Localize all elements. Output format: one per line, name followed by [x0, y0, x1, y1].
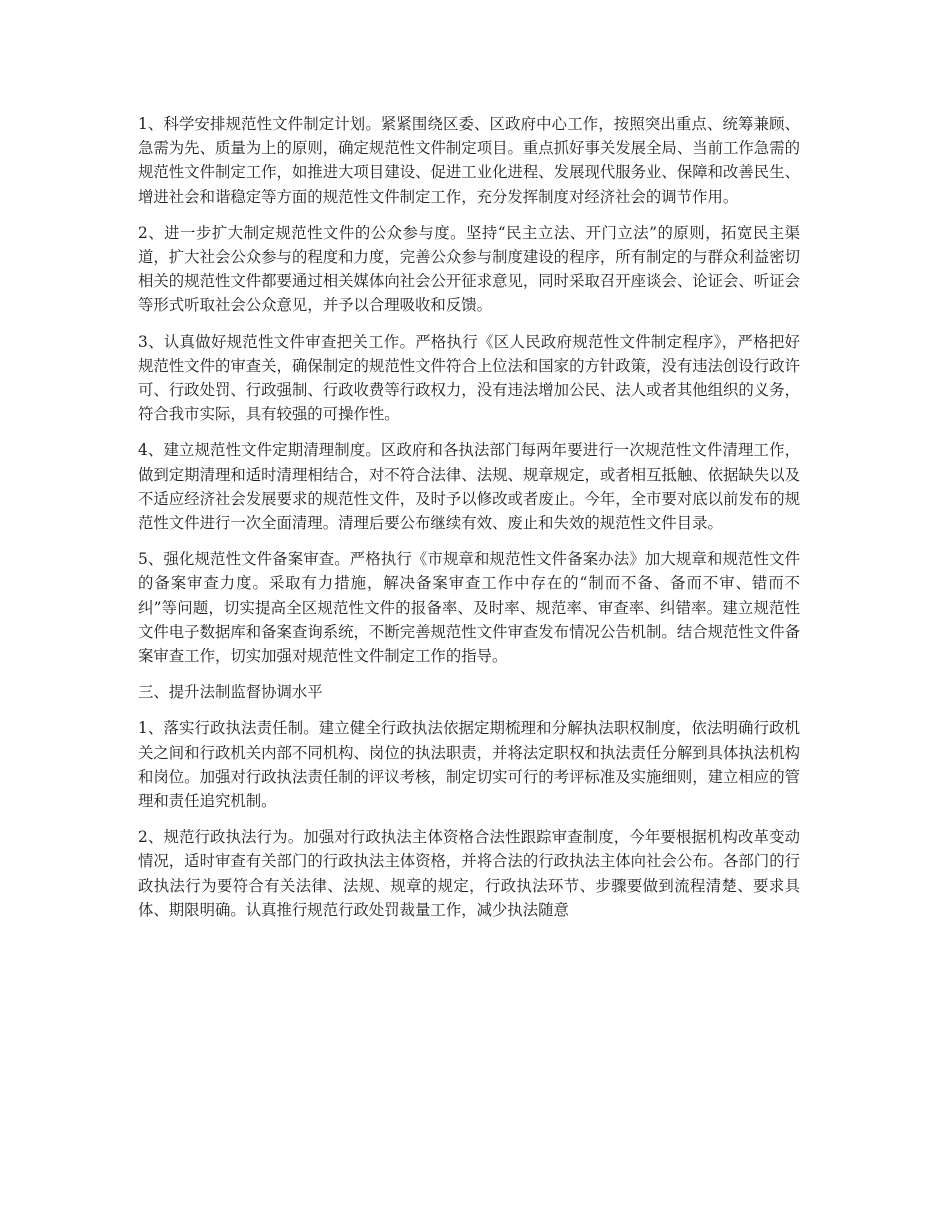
section-heading: 三、提升法制监督协调水平 [138, 683, 323, 702]
paragraph-enforcement-conduct: 2、规范行政执法行为。加强对行政执法主体资格合法性跟踪审查制度，今年要根据机构改革变动情况，适时审查有关部门的行政执法主体资格，并将合法的行政执法主体向社会公布。各部门的行政执法行为要符合有关法律、法规、规章的规定，行政执法环节、步骤要做到流程清楚、要求具体、期限明确。认真推行规范行政处罚裁量工作，减少执法随意 [138, 828, 800, 919]
paragraph-enforcement-responsibility: 1、落实行政执法责任制。建立健全行政执法依据定期梳理和分解执法职权制度，依法明确行政机关之间和行政机关内部不同机构、岗位的执法职责，并将法定职权和执法责任分解到具体执法机构和岗位。加强对行政执法责任制的评议考核，制定切实可行的考评标准及实施细则，建立相应的管理和责任追究机制。 [138, 719, 800, 811]
document-page [138, 112, 800, 934]
paragraph-review: 3、认真做好规范性文件审查把关工作。严格执行《区人民政府规范性文件制定程序》，严格把好规范性文件的审查关，确保制定的规范性文件符合上位法和国家的方针政策，没有违法创设行政许可、行政处罚、行政强制、行政收费等行政权力，没有违法增加公民、法人或者其他组织的义务，符合我市实际，具有较强的可操作性。 [138, 332, 800, 424]
paragraph-cleanup: 4、建立规范性文件定期清理制度。区政府和各执法部门每两年要进行一次规范性文件清理工作，做到定期清理和适时清理相结合，对不符合法律、法规、规章规定，或者相互抵触、依据缺失以及不适应经济社会发展要求的规范性文件，及时予以修改或者废止。今年，全市要对底以前发布的规范性文件进行一次全面清理。清理后要公布继续有效、废止和失效的规范性文件目录。 [138, 441, 800, 533]
paragraph-plan: 1、科学安排规范性文件制定计划。紧紧围绕区委、区政府中心工作，按照突出重点、统筹兼顾、急需为先、质量为上的原则，确定规范性文件制定项目。重点抓好事关发展全局、当前工作急需的规范性文件制定工作，如推进大项目建设、促进工业化进程、发展现代服务业、保障和改善民生、增进社会和谐稳定等方面的规范性文件制定工作，充分发挥制度对经济社会的调节作用。 [138, 115, 800, 206]
paragraph-filing: 5、强化规范性文件备案审查。严格执行《市规章和规范性文件备案办法》加大规章和规范性文件的备案审查力度。采取有力措施，解决备案审查工作中存在的“制而不备、备而不审、错而不纠”等问题，切实提高全区规范性文件的报备率、及时率、规范率、审查率、纠错率。建立规范性文件电子数据库和备案查询系统，不断完善规范性文件审查发布情况公告机制。结合规范性文件备案审查工作，切实加强对规范性文件制定工作的指导。 [138, 550, 800, 666]
paragraph-public-participation: 2、进一步扩大制定规范性文件的公众参与度。坚持“民主立法、开门立法”的原则，拓宽民主渠道，扩大社会公众参与的程度和力度，完善公众参与制度建设的程序，所有制定的与群众利益密切相关的规范性文件都要通过相关媒体向社会公开征求意见，同时采取召开座谈会、论证会、听证会等形式听取社会公众意见，并予以合理吸收和反馈。 [138, 223, 800, 315]
